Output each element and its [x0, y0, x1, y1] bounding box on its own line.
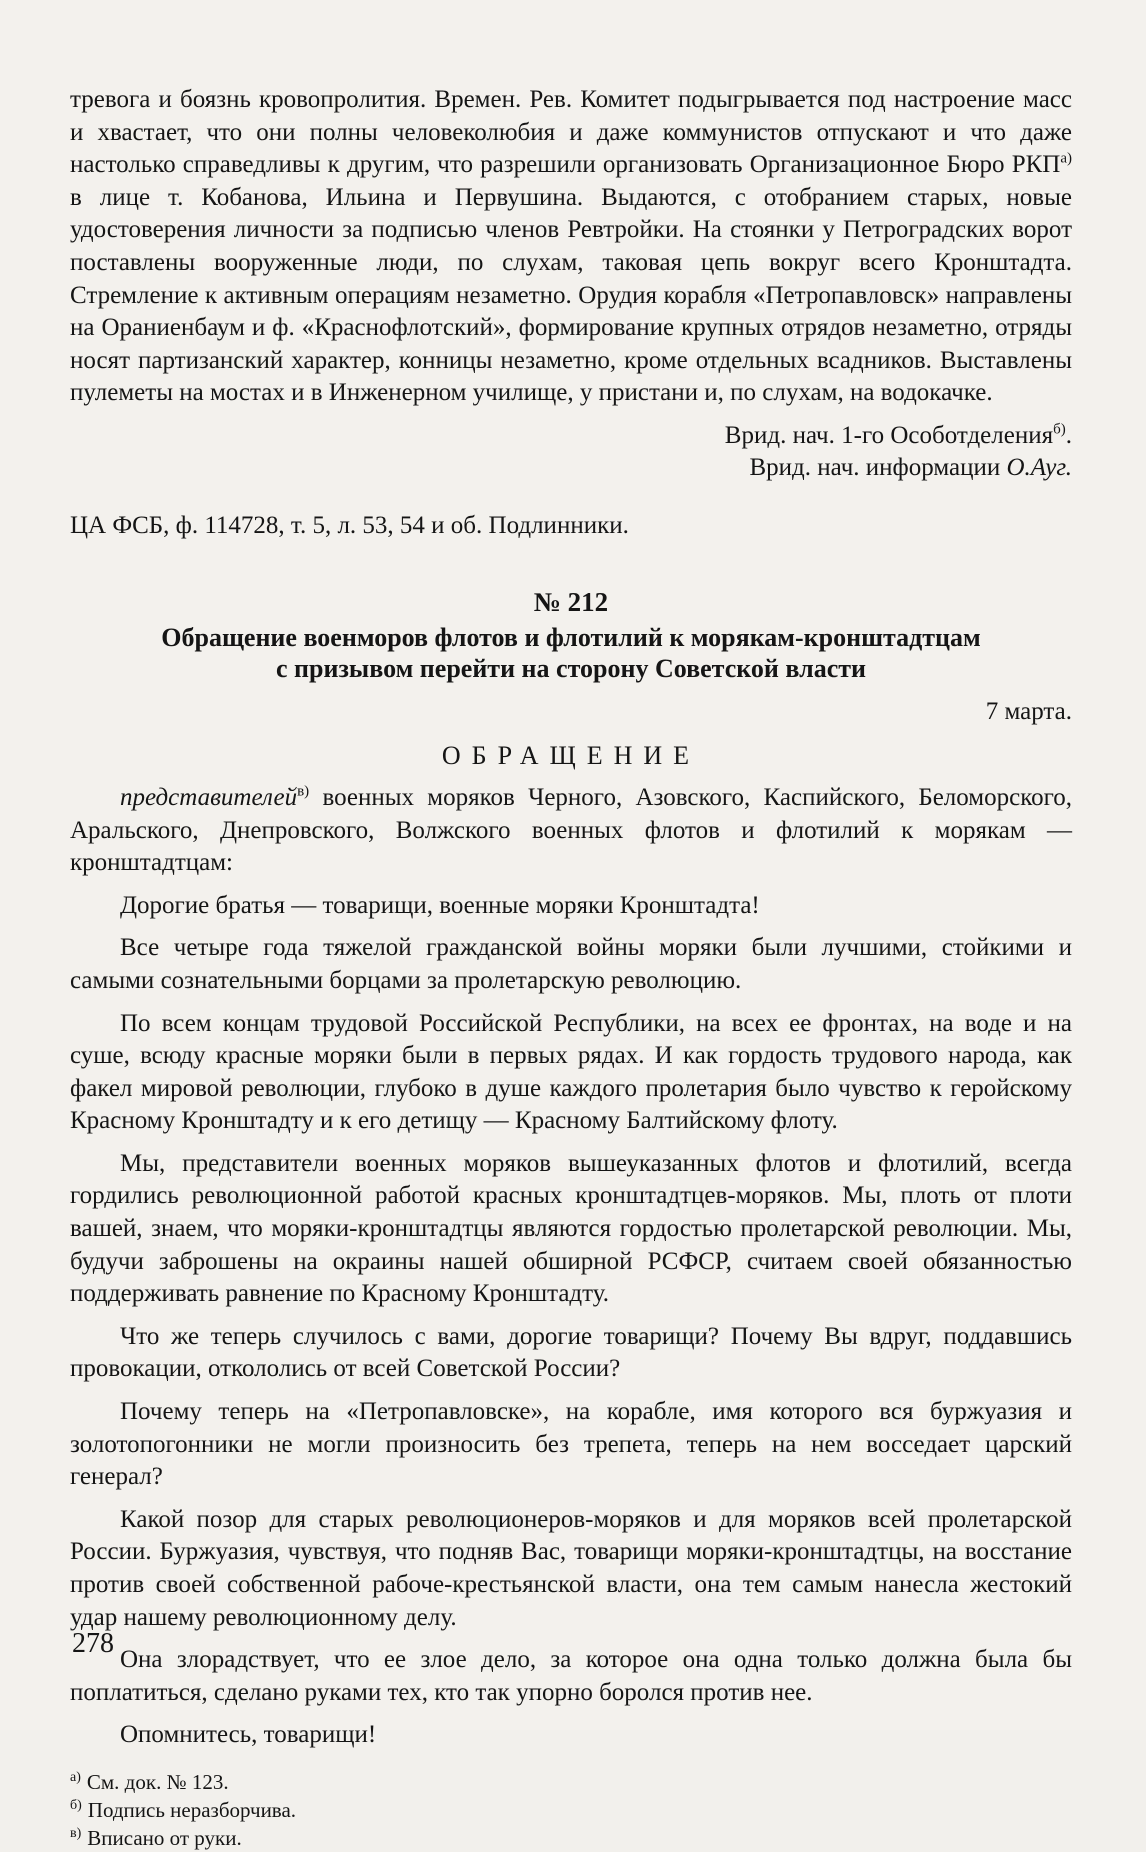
address-italic: представителей — [120, 783, 298, 811]
footnote-mark: а) — [70, 1769, 81, 1785]
signature-title-2: Врид. нач. информации — [749, 453, 1007, 481]
document-title-line-1: Обращение военморов флотов и флотилий к морякам-кронштадтцам — [161, 622, 981, 652]
appeal-paragraph: Опомнитесь, товарищи! — [120, 1721, 377, 1749]
signature-line-2 — [70, 452, 1072, 484]
text-column — [70, 84, 1072, 1852]
appeal-paragraph: Почему теперь на «Петропавловске», на корабле, имя которого вся буржуазия и золотопогонники не могли произносить без трепета, теперь на нем восседает царский генерал? — [70, 1398, 1072, 1491]
footnote-a — [70, 1768, 1072, 1796]
document-title-line-2: с призывом перейти на сторону Советской власти — [276, 653, 866, 683]
intro-text-part1: тревога и боязнь кровопролития. Времен. Рев. Комитет подыгрывается под настроение масс и хвастает, что они полны человеколюбия и даже коммунистов отпускают и что даже настолько справедливы к другим, что разрешили организовать Организационное Бюро РКП — [70, 86, 1072, 179]
appeal-paragraph: Что же теперь случилось с вами, дорогие товарищи? Почему Вы вдруг, поддавшись провокации, откололись от всей Советской России? — [70, 1322, 1072, 1383]
footnote-v — [70, 1824, 1072, 1852]
appeal-paragraph: Мы, представители военных моряков вышеуказанных флотов и флотилий, всегда гордились революционной работой красных кронштадтцев-моряков. Мы, плоть от плоти вашей, знаем, что моряки-кронштадтцы являются гордостью пролетарской революции. Мы, будучи заброшены на окраины нашей обширной РСФСР, считаем своей обязанностью поддерживать равнение по Красному Кронштадту. — [70, 1149, 1072, 1308]
footnote-mark: в) — [70, 1825, 82, 1841]
archive-source: ЦА ФСБ, ф. 114728, т. 5, л. 53, 54 и об. Подлинники. — [70, 511, 629, 539]
footnote-b — [70, 1796, 1072, 1824]
signature-line-1 — [70, 420, 1072, 452]
appeal-paragraph: Все четыре года тяжелой гражданской войны моряки были лучшими, стойкими и самыми сознательными борцами за пролетарскую революцию. — [70, 934, 1072, 994]
signature-title-1: Врид. нач. 1-го Особотделения — [724, 421, 1054, 449]
address-text: военных моряков Черного, Азовского, Каспийского, Беломорского, Аральского, Днепровского, Волжского военных флотов и флотилий к морякам — кронштадтцам: — [70, 783, 1072, 877]
footnote-text: Подпись неразборчива. — [87, 1797, 297, 1822]
footnote-mark: б) — [70, 1797, 82, 1813]
footnote-ref-a: а) — [1060, 150, 1072, 167]
footnote-ref-b: б) — [1053, 421, 1066, 438]
appeal-heading: ОБРАЩЕНИЕ — [441, 740, 701, 770]
appeal-address — [70, 782, 1072, 880]
document-number: № 212 — [533, 586, 609, 617]
appeal-paragraph: Она злорадствует, что ее злое дело, за которое она одна только должна была бы поплатиться, сделано руками тех, кто так упорно боролся против нее. — [70, 1646, 1072, 1706]
page-number: 278 — [72, 1628, 114, 1659]
document-title — [70, 622, 1072, 684]
document-date: 7 марта. — [985, 697, 1072, 725]
footnote-ref-v: в) — [297, 783, 310, 800]
footnote-text: См. док. № 123. — [86, 1769, 229, 1794]
appeal-paragraph: Дорогие братья — товарищи, военные моряки Кронштадта! — [120, 891, 760, 919]
signature-name: О.Ауг. — [1006, 453, 1072, 481]
footnotes — [70, 1768, 1072, 1852]
signature-period: . — [1065, 421, 1072, 449]
footnote-text: Вписано от руки. — [87, 1825, 242, 1850]
intro-paragraph — [70, 84, 1072, 410]
appeal-paragraph: По всем концам трудовой Российской Республики, на всех ее фронтах, на воде и на суше, всюду красные моряки были в первых рядах. И как гордость трудового народа, как факел мировой революции, глубоко в душе каждого пролетария было чувство к геройскому Красному Кронштадту и к его детищу — Красному Балтийскому флоту. — [70, 1009, 1072, 1135]
appeal-paragraph: Какой позор для старых революционеров-моряков и для моряков всей пролетарской России. Буржуазия, чувствуя, что подняв Вас, товарищи моряки-кронштадтцы, на восстание против своей собственной рабоче-крестьянской власти, она тем самым нанесла жестокий удар нашему революционному делу. — [70, 1505, 1072, 1631]
intro-text-part2: в лице т. Кобанова, Ильина и Первушина. Выдаются, с отобранием старых, новые удостоверения личности за подписью членов Ревтройки. На стоянки у Петроградских ворот поставлены вооруженные люди, по слухам, таковая цепь вокруг всего Кронштадта. Стремление к активным операциям незаметно. Орудия корабля «Петропавловск» направлены на Ораниенбаум и ф. «Краснофлотский», формирование крупных отрядов незаметно, отряды носят партизанский характер, конницы незаметно, кроме отдельных всадников. Выставлены пулеметы на мостах и в Инженерном училище, у пристани и, по слухам, на водокачке. — [70, 183, 1072, 407]
